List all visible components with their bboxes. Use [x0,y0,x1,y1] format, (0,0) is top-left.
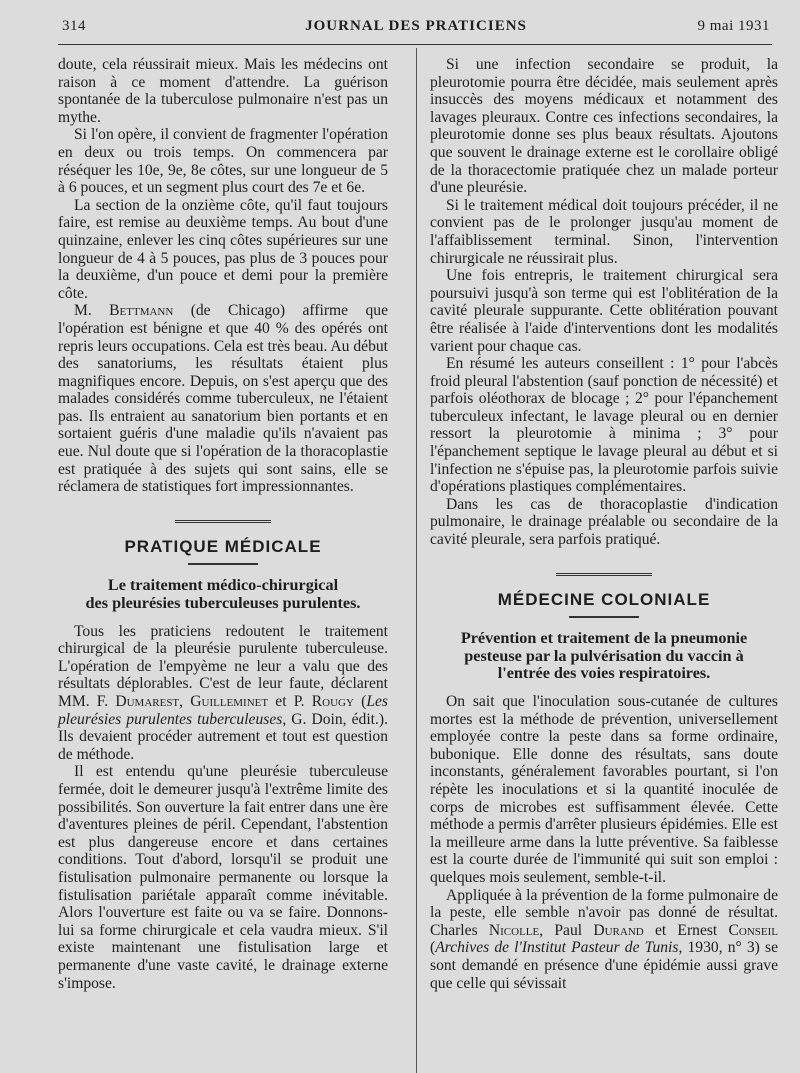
paragraph [58,302,388,496]
paragraph: Une fois entrepris, le traitement chirurgical sera poursuivi jusqu'à son terme qui est l'oblitération de la cavité pleurale suppurante. Cette oblitération pouvant être réalisée à l'aide d'interventions dont les modalités varient pour chaque cas. [430,267,778,355]
section-separator [556,573,652,579]
book-title: Les pleurésies purulentes tuberculeuses [58,693,388,728]
article-title-line: Le traitement médico-chirurgical [107,576,339,595]
issue-date: 9 mai 1931 [697,18,770,34]
article-title-line: des pleurésies tuberculeuses purulentes. [85,594,361,613]
section-separator [175,520,271,526]
paragraph: La section de la onzième côte, qu'il faut toujours faire, est remise au deuxième temps. Au bout d'une quinzaine, enlever les cinq côtes supérieures sur une longueur de 4 à 5 pouces, pas plus de 3 pouces pour la deuxième, d'un pouce et demi pour la première côte. [58,196,388,302]
article-title [58,577,388,612]
section-title: MÉDECINE COLONIALE [497,589,711,609]
journal-title: JOURNAL DES PRATICIENS [305,18,527,34]
article-title-line: Prévention et traitement de la pneumonie [460,629,748,648]
paragraph: Dans les cas de thoracoplastie d'indication pulmonaire, le drainage préalable ou secondaire de la cavité pleurale, sera parfois pratiqué. [430,495,778,549]
text-fragment: et Ernest [654,921,718,939]
text-fragment: , 1930, n° 3) se sont demandé en présence d'une épidémie aussi grave que celle qui sévissait [430,939,779,992]
title-rule [188,563,258,565]
paragraph: Si l'on opère, il convient de fragmenter l'opération en deux ou trois temps. On commencera par réséquer les 10e, 9e, 8e côtes, sur une longueur de 5 à 6 pouces, et un segment plus court des 7e et 6e. [58,126,388,197]
section-title: PRATIQUE MÉDICALE [124,536,322,556]
paragraph: Appliquée à la prévention de la forme pulmonaire de la peste, elle semble n'avoir pas donné de résultat. Charles Nicolle, Paul Durand et Ernest Conseil (Archives de l'Institut Pasteur de Tunis, 1930, n° 3) se sont demandé en présence d'une épidémie aussi grave que celle qui sévissait [430,886,779,992]
text-fragment: Tous les praticiens redoutent le traitement chirurgical de la pleurésie purulente tuberculeuse. L'opération de l'empyème ne leur a valu que des résultats déplorables. C'est de leur faute, déclarent MM. F. [58,622,388,710]
column-divider [416,48,417,1073]
paragraph: doute, cela réussirait mieux. Mais les médecins ont raison à ce moment d'attendre. La guérison spontanée de la tuberculose pulmonaire n'est pas un mythe. [58,56,388,126]
page-header [62,14,770,38]
paragraph: Tous les praticiens redoutent le traitement chirurgical de la pleurésie purulente tuberculeuse. L'opération de l'empyème ne leur a valu que des résultats déplorables. C'est de leur faute, déclarent MM. F. Dumarest, Guilleminet et P. Rougy (Les pleurésies purulentes tuberculeuses, G. Doin, édit.). Ils devaient procéder autrement et tout est question de méthode. [58,622,388,763]
paragraph: En résumé les auteurs conseillent : 1° pour l'abcès froid pleural l'abstention (sauf ponction de nécessité) et parfois oléothorax de blocage ; 2° pour l'épanchement tuberculeux infectant, le lavage pleural ou en dernier ressort la pleurotomie à minima ; 3° pour l'épanchement septique le lavage pleural au début et si l'infection ne s'épuise pas, la pleurotomie parfois suivie d'opérations plastiques complémentaires. [430,355,778,496]
author-name: Rougy [311,693,354,710]
article-title-line: l'entrée des voies respiratoires. [497,664,711,683]
paragraph: Si le traitement médical doit toujours précéder, il ne convient pas de le prolonger jusqu'au moment de l'affaiblissement terminal. Sinon, l'intervention chirurgicale ne réussirait plus. [430,196,778,267]
page-number: 314 [62,18,86,34]
paragraph: Il est entendu qu'une pleurésie tuberculeuse fermée, doit le demeurer jusqu'à l'extrême limite des possibilités. Son ouverture la fait entrer dans une ère d'aventures pleines de péril. Cependant, l'abstention est plus dangereuse encore et dans certaines conditions. Tout d'abord, lorsqu'il se produit une fistulisation pulmonaire permanente ou lorsque la fistulisation pariétale apparaît comme inévitable. Alors l'ouverture est faite ou va se faire. Donnons-lui sa forme chirurgicale et cela vaudra mieux. S'il existe maintenant une fistulisation large et permanente d'une vaste cavité, le drainage externe s'impose. [58,763,388,992]
text-fragment: (de Chicago) affirme que l'opération est bénigne et que 40 % des opérés ont repris leurs occupations. Cela est très beau. Au début des sanatoriums, les résultats étaient plus magnifiques encore. Depuis, on s'est aperçu que des malades considérés comme tuberculeux, ne l'étaient pas. Ils entraient au sanatorium bien portants et en sortaient guéris d'une maladie qu'ils n'avaient pas eue. Nul doute que si l'opération de la thoracoplastie est pratiquée à des sujets qui sont sains, elle se réclamera de statistiques fort impressionnantes. [58,302,388,496]
article-title-line: pesteuse par la pulvérisation du vaccin à [464,646,744,665]
author-name: Nicolle [488,921,540,939]
text-fragment: Appliquée à la prévention de la forme pulmonaire de la peste, elle semble n'avoir pas donné de résultat. Charles [430,886,778,939]
author-name: Guilleminet [190,693,269,710]
text-fragment: et P. [275,693,305,710]
article-title [430,630,778,683]
journal-reference: Archives de l'Institut Pasteur de Tunis [435,939,679,957]
author-name: Dumarest [115,693,180,710]
paragraph: On sait que l'inoculation sous-cutanée de cultures mortes est la méthode de prévention, universellement employée contre la peste dans sa forme ordinaire, bubonique. Elle donne des résultats, sans doute inconstants, généralement favorables pourtant, si l'on répète les inoculations et si la quantité inoculée de corps de microbes est suffisamment élevée. Cette méthode a permis d'arrêter plusieurs épidémies. Elle est la meilleure arme dans la lutte préventive. Sa faiblesse est la courte durée de l'immunité qui suit son emploi : quelques mois seulement, semble-t-il. [430,693,778,886]
author-name: Conseil [728,921,779,939]
header-rule [58,44,772,45]
left-column [58,56,388,992]
text-fragment: M. [74,302,92,320]
title-rule [569,616,639,618]
paragraph: Si une infection secondaire se produit, la pleurotomie pourra être décidée, mais seulement après insuccès des moyens médicaux et notamment des lavages pleuraux. Contre ces infections secondaires, la pleurotomie donne ses plus beaux résultats. Ajoutons que souvent le drainage externe est le corollaire obligé de la thoracectomie pratiquée chez un malade porteur d'une pleurésie. [430,56,778,197]
author-name: Durand [593,921,644,939]
text-fragment: , G. Doin, édit.). Ils devaient procéder autrement et tout est question de méthode. [58,710,388,763]
author-name: Bettmann [109,302,174,320]
right-column [430,56,778,992]
text-fragment: Paul [554,921,583,939]
